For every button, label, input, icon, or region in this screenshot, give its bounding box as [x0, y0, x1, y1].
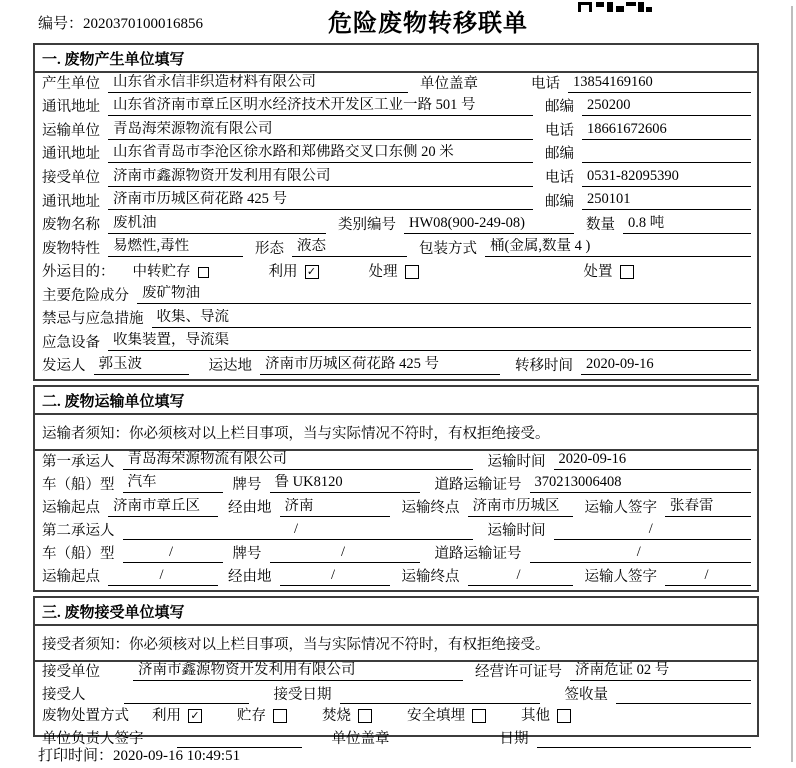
option-landfill [407, 708, 486, 725]
signed-quantity-value [616, 685, 751, 704]
receiver-unit-value: 济南市鑫源物资开发利用有限公司 [108, 168, 533, 187]
page-right-edge-line [791, 6, 793, 762]
row-receiver-unit [35, 167, 757, 191]
carrier-sign-value: 张春雷 [665, 498, 751, 517]
route-origin-value: 济南市章丘区 [108, 498, 218, 517]
transporter-notice: 运输者须知：你必须核对以上栏目事项，当与实际情况不符时，有权拒绝接受。 [35, 415, 757, 451]
phone-label: 电话 [545, 122, 574, 139]
field-label: 禁忌与应急措施 [42, 311, 144, 328]
receiver-zip-value: 250101 [582, 191, 751, 210]
road-permit-label: 道路运输证号 [434, 546, 522, 563]
checkbox-other [557, 709, 571, 723]
license-label: 经营许可证号 [475, 664, 562, 681]
license-value: 济南危证 02 号 [570, 662, 751, 681]
section-transporter [33, 385, 759, 592]
qr-code-fragment-icon [578, 0, 652, 18]
option-store [237, 708, 287, 725]
vehicle-type-value: 汽车 [123, 474, 223, 493]
print-time [38, 744, 240, 765]
transport-time-label: 运输时间 [487, 523, 546, 540]
option-treat [369, 264, 419, 281]
second-carrier-value: / [123, 521, 473, 540]
waste-name-value: 废机油 [108, 215, 326, 234]
first-carrier-value: 青岛海荣源物流有限公司 [123, 451, 473, 470]
row-route-2 [35, 567, 757, 590]
phone-label: 电话 [545, 169, 574, 186]
checkbox-incinerate [358, 709, 372, 723]
route-end-2-value: / [468, 567, 573, 586]
checkbox-treat [405, 265, 419, 279]
packaging-label: 包装方式 [419, 240, 477, 257]
road-permit-label: 道路运输证号 [434, 476, 522, 493]
field-label: 废物处置方式 [42, 708, 129, 724]
option-dispose [584, 264, 634, 281]
checkbox-store [273, 709, 287, 723]
zip-label: 邮编 [545, 146, 574, 163]
packaging-value: 桶(金属,数量 4 ) [485, 238, 751, 257]
producer-phone-value: 13854169160 [568, 74, 751, 93]
option-label: 利用 [152, 708, 181, 724]
section-receiver-title: 三. 废物接受单位填写 [35, 598, 757, 626]
hazard-component-value: 废矿物油 [137, 285, 751, 304]
road-permit-value: 370213006408 [530, 474, 752, 493]
field-label: 接受人 [42, 687, 86, 704]
page-title: 危险废物转移联单 [328, 11, 528, 37]
option-label: 处理 [368, 264, 398, 281]
row-emergency-measures [35, 308, 757, 332]
row-receiver-address [35, 191, 757, 215]
row-waste-property [35, 238, 757, 262]
field-label: 废物名称 [42, 217, 100, 234]
via-2-value: / [280, 567, 390, 586]
option-utilize [152, 708, 202, 725]
category-code-value: HW08(900-249-08) [404, 215, 574, 234]
print-time-label: 打印时间： [38, 748, 114, 764]
emergency-measures-value: 收集、导流 [152, 309, 752, 328]
option-label: 中转贮存 [132, 264, 191, 281]
plate-label: 牌号 [232, 546, 262, 563]
checkbox-transfer-storage [198, 267, 209, 278]
row-receive-unit [35, 662, 757, 685]
document-number [38, 12, 203, 33]
field-label: 外运目的： [42, 264, 115, 281]
form-value: 液态 [292, 238, 407, 257]
field-label: 第一承运人 [42, 453, 115, 470]
transport-time-label: 运输时间 [487, 453, 546, 470]
section-producer [33, 43, 759, 381]
row-hazard-component [35, 285, 757, 309]
option-utilize [269, 264, 319, 281]
zip-label: 邮编 [545, 193, 574, 210]
field-label: 接受单位 [42, 169, 100, 186]
option-incinerate [322, 708, 372, 725]
form-label: 形态 [255, 240, 284, 257]
field-label: 单位负责人签字 [42, 731, 144, 747]
receive-date-label: 接受日期 [273, 687, 332, 704]
row-shipper [35, 355, 757, 379]
checkbox-landfill [472, 709, 486, 723]
shipper-value: 郭玉波 [94, 356, 189, 375]
option-label: 安全填埋 [407, 708, 465, 724]
plate-value: 鲁 UK8120 [270, 474, 420, 493]
section-receiver-body [35, 662, 757, 752]
section-transporter-title: 二. 废物运输单位填写 [35, 387, 757, 415]
via-value: 济南 [280, 498, 390, 517]
receiver-address-value: 济南市历城区荷花路 425 号 [108, 191, 533, 210]
row-producer-unit [35, 73, 757, 97]
via-label: 经由地 [228, 499, 272, 516]
vehicle-type-2-value: / [123, 544, 223, 563]
route-origin-2-value: / [108, 567, 218, 586]
producer-unit-value: 山东省永信非织造材料有限公司 [108, 74, 408, 93]
transfer-time-value: 2020-09-16 [581, 356, 751, 375]
signed-quantity-label: 签收量 [564, 687, 608, 704]
row-vehicle-type-1 [35, 474, 757, 497]
via-label: 经由地 [228, 569, 272, 586]
waste-property-value: 易燃性,毒性 [108, 238, 243, 257]
row-second-carrier [35, 521, 757, 544]
date-value [537, 729, 752, 748]
field-label: 发运人 [42, 358, 86, 375]
section-producer-title: 一. 废物产生单位填写 [35, 45, 757, 73]
document-number-value: 2020370100016856 [83, 16, 204, 32]
section-producer-body [35, 73, 757, 379]
transport-time-value: 2020-09-16 [554, 451, 752, 470]
checkbox-utilize: ✓ [305, 265, 319, 279]
field-label: 第二承运人 [42, 523, 115, 540]
route-end-value: 济南市历城区 [468, 498, 573, 517]
field-label: 运输单位 [42, 122, 100, 139]
option-label: 其他 [521, 708, 550, 724]
checkbox-dispose [620, 265, 634, 279]
date-label: 日期 [499, 731, 529, 747]
option-transfer-storage [133, 264, 209, 281]
transport-time-2-value: / [554, 521, 752, 540]
row-transport-unit [35, 120, 757, 144]
section-transporter-body [35, 451, 757, 590]
row-waste-name [35, 214, 757, 238]
destination-value: 济南市历城区荷花路 425 号 [260, 356, 500, 375]
field-label: 车（船）型 [42, 476, 115, 493]
producer-zip-value: 250200 [582, 97, 751, 116]
section-receiver [33, 596, 759, 747]
row-receiver-person [35, 685, 757, 708]
row-outbound-purpose [35, 261, 757, 285]
option-label: 利用 [268, 264, 298, 281]
quantity-value: 0.8 吨 [623, 215, 751, 234]
route-end-label: 运输终点 [401, 499, 460, 516]
field-label: 运输起点 [42, 569, 100, 586]
receiver-person-value [124, 685, 249, 704]
transport-address-value: 山东省青岛市李沧区徐水路和郑佛路交叉口东侧 20 米 [108, 144, 533, 163]
transport-unit-value: 青岛海荣源物流有限公司 [108, 121, 533, 140]
row-first-carrier [35, 451, 757, 474]
receive-unit-value: 济南市鑫源物资开发利用有限公司 [133, 662, 463, 681]
transport-phone-value: 18661672606 [582, 121, 751, 140]
unit-seal-label: 单位盖章 [331, 731, 390, 747]
document-number-label: 编号： [38, 16, 84, 32]
quantity-label: 数量 [586, 217, 615, 234]
field-label: 通讯地址 [42, 146, 100, 163]
destination-label: 运达地 [208, 358, 252, 375]
zip-label: 邮编 [545, 99, 574, 116]
field-label: 运输起点 [42, 499, 100, 516]
row-transport-address [35, 144, 757, 168]
option-label: 贮存 [237, 708, 266, 724]
receive-date-value [340, 685, 540, 704]
field-label: 产生单位 [42, 75, 100, 92]
field-label: 车（船）型 [42, 546, 115, 563]
row-route-1 [35, 497, 757, 520]
field-label: 废物特性 [42, 240, 100, 257]
field-label: 主要危险成分 [42, 287, 129, 304]
row-vehicle-type-2 [35, 544, 757, 567]
transport-zip-value [582, 144, 751, 163]
field-label: 接受单位 [42, 664, 100, 681]
road-permit-2-value: / [530, 544, 752, 563]
route-end-label: 运输终点 [401, 569, 460, 586]
row-producer-address [35, 97, 757, 121]
category-code-label: 类别编号 [338, 217, 396, 234]
field-label: 通讯地址 [42, 99, 100, 116]
transfer-time-label: 转移时间 [515, 358, 573, 375]
receiver-phone-value: 0531-82095390 [582, 168, 751, 187]
row-disposal-method [35, 708, 757, 729]
print-time-value: 2020-09-16 10:49:51 [113, 748, 241, 764]
checkbox-utilize: ✓ [188, 709, 202, 723]
option-label: 处置 [583, 264, 613, 281]
emergency-equipment-value: 收集装置，导流渠 [108, 332, 751, 351]
option-label: 焚烧 [322, 708, 351, 724]
producer-address-value: 山东省济南市章丘区明水经济技术开发区工业一路 501 号 [108, 97, 533, 116]
phone-label: 电话 [531, 75, 560, 92]
carrier-sign-label: 运输人签字 [584, 569, 657, 586]
carrier-sign-label: 运输人签字 [584, 499, 657, 516]
carrier-sign-2-value: / [665, 567, 751, 586]
receiver-notice: 接受者须知：你必须核对以上栏目事项，当与实际情况不符时，有权拒绝接受。 [35, 626, 757, 662]
field-label: 应急设备 [42, 334, 100, 351]
field-label: 通讯地址 [42, 193, 100, 210]
row-emergency-equipment [35, 332, 757, 356]
option-other [521, 708, 571, 725]
plate-2-value: / [270, 544, 420, 563]
unit-seal-label: 单位盖章 [420, 75, 478, 92]
plate-label: 牌号 [232, 476, 262, 493]
